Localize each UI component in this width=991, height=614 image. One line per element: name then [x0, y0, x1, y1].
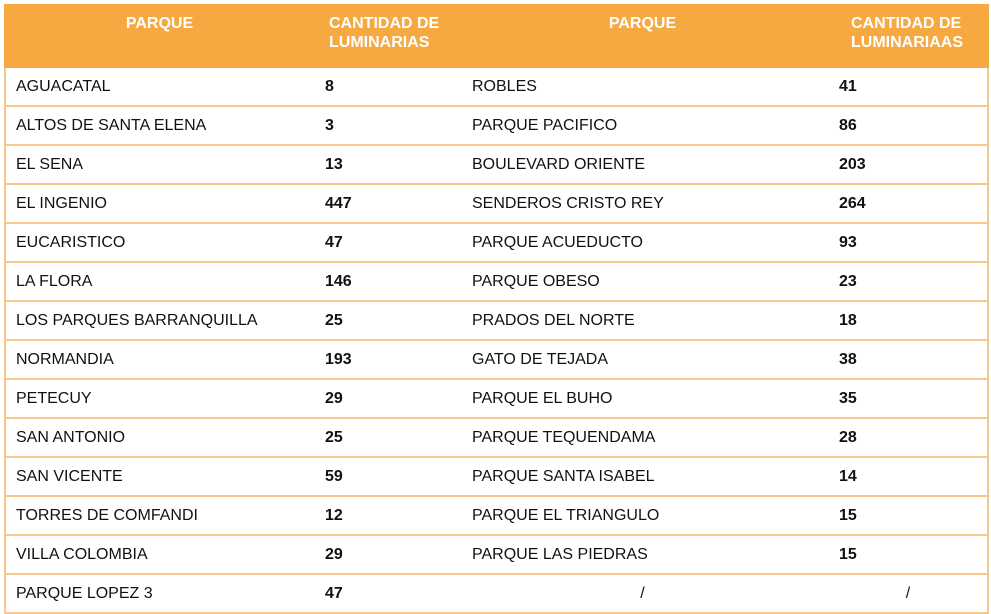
cell-cantidad-b: 203 — [824, 145, 988, 184]
cell-parque-a: SAN VICENTE — [5, 457, 314, 496]
cell-parque-b: PARQUE EL BUHO — [461, 379, 824, 418]
table-row — [5, 145, 988, 184]
cell-cantidad-b: 15 — [824, 535, 988, 574]
table-row — [5, 535, 988, 574]
cell-parque-a: EL INGENIO — [5, 184, 314, 223]
cell-cantidad-a: 193 — [314, 340, 461, 379]
table-row — [5, 379, 988, 418]
cell-cantidad-b: 38 — [824, 340, 988, 379]
cell-cantidad-b: 264 — [824, 184, 988, 223]
cell-cantidad-b: 23 — [824, 262, 988, 301]
cell-parque-b: SENDEROS CRISTO REY — [461, 184, 824, 223]
table-row — [5, 106, 988, 145]
cell-parque-b: GATO DE TEJADA — [461, 340, 824, 379]
cell-parque-b: PARQUE PACIFICO — [461, 106, 824, 145]
cell-parque-b: PARQUE TEQUENDAMA — [461, 418, 824, 457]
cell-parque-b: PARQUE EL TRIANGULO — [461, 496, 824, 535]
cell-cantidad-a: 12 — [314, 496, 461, 535]
table-row — [5, 457, 988, 496]
table-row — [5, 67, 988, 106]
cell-parque-a: PARQUE LOPEZ 3 — [5, 574, 314, 613]
cell-parque-a: VILLA COLOMBIA — [5, 535, 314, 574]
cell-parque-b: PARQUE OBESO — [461, 262, 824, 301]
cell-parque-b: BOULEVARD ORIENTE — [461, 145, 824, 184]
header-cantidad-2: CANTIDAD DE LUMINARIAAS — [824, 5, 988, 67]
cell-cantidad-b: / — [824, 574, 988, 613]
table-row — [5, 223, 988, 262]
header-row — [5, 5, 988, 67]
cell-parque-a: ALTOS DE SANTA ELENA — [5, 106, 314, 145]
table-row — [5, 496, 988, 535]
cell-cantidad-a: 25 — [314, 301, 461, 340]
cell-cantidad-a: 59 — [314, 457, 461, 496]
cell-parque-a: LOS PARQUES BARRANQUILLA — [5, 301, 314, 340]
cell-parque-b: PARQUE LAS PIEDRAS — [461, 535, 824, 574]
luminarias-table — [4, 4, 989, 614]
cell-cantidad-b: 35 — [824, 379, 988, 418]
cell-parque-b: PARQUE ACUEDUCTO — [461, 223, 824, 262]
cell-cantidad-a: 146 — [314, 262, 461, 301]
table-row — [5, 184, 988, 223]
cell-cantidad-a: 3 — [314, 106, 461, 145]
cell-cantidad-b: 86 — [824, 106, 988, 145]
table-row — [5, 418, 988, 457]
cell-cantidad-a: 13 — [314, 145, 461, 184]
cell-parque-b: ROBLES — [461, 67, 824, 106]
cell-parque-b: / — [461, 574, 824, 613]
header-cantidad-1: CANTIDAD DE LUMINARIAS — [314, 5, 461, 67]
cell-cantidad-b: 93 — [824, 223, 988, 262]
cell-cantidad-a: 447 — [314, 184, 461, 223]
header-parque-1: PARQUE — [5, 5, 314, 67]
cell-parque-a: TORRES DE COMFANDI — [5, 496, 314, 535]
cell-parque-b: PRADOS DEL NORTE — [461, 301, 824, 340]
cell-cantidad-a: 25 — [314, 418, 461, 457]
cell-cantidad-a: 29 — [314, 535, 461, 574]
table-row — [5, 340, 988, 379]
cell-cantidad-a: 47 — [314, 574, 461, 613]
cell-cantidad-a: 29 — [314, 379, 461, 418]
cell-cantidad-a: 8 — [314, 67, 461, 106]
cell-parque-a: NORMANDIA — [5, 340, 314, 379]
cell-parque-a: AGUACATAL — [5, 67, 314, 106]
table-row — [5, 301, 988, 340]
cell-cantidad-b: 18 — [824, 301, 988, 340]
table-header — [5, 5, 988, 67]
cell-parque-a: PETECUY — [5, 379, 314, 418]
table-row — [5, 262, 988, 301]
header-parque-2: PARQUE — [461, 5, 824, 67]
cell-parque-a: EL SENA — [5, 145, 314, 184]
table-row — [5, 574, 988, 613]
cell-parque-a: EUCARISTICO — [5, 223, 314, 262]
table-body — [5, 67, 988, 613]
cell-parque-a: SAN ANTONIO — [5, 418, 314, 457]
cell-cantidad-a: 47 — [314, 223, 461, 262]
cell-cantidad-b: 14 — [824, 457, 988, 496]
cell-cantidad-b: 28 — [824, 418, 988, 457]
cell-parque-b: PARQUE SANTA ISABEL — [461, 457, 824, 496]
cell-parque-a: LA FLORA — [5, 262, 314, 301]
cell-cantidad-b: 15 — [824, 496, 988, 535]
cell-cantidad-b: 41 — [824, 67, 988, 106]
